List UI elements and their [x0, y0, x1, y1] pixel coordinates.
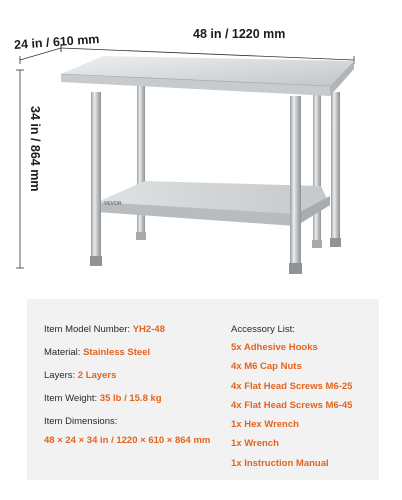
accessory-item: 4x Flat Head Screws M6-45: [231, 399, 353, 411]
accessory-item: 4x Flat Head Screws M6-25: [231, 380, 353, 392]
front-right-foot: [289, 263, 302, 274]
spec-material: Material: Stainless Steel: [44, 347, 151, 358]
accessory-item: 5x Adhesive Hooks: [231, 342, 318, 353]
spec-list: [44, 324, 224, 446]
accessory-item: 4x M6 Cap Nuts: [231, 361, 302, 373]
accessory-item: 1x Wrench: [231, 438, 279, 450]
width-dimension-label: 48 in / 1220 mm: [193, 27, 286, 41]
accessory-list: [231, 324, 371, 477]
spec-layers: Layers: 2 Layers: [44, 370, 117, 381]
front-left-leg: [91, 92, 101, 260]
spec-model: Item Model Number: YH2-48: [44, 324, 165, 335]
spec-panel: [27, 299, 379, 480]
height-dimension-label: 34 in / 864 mm: [28, 106, 42, 192]
spec-dimensions-value: 48 × 24 × 34 in / 1220 × 610 × 864 mm: [44, 435, 211, 446]
depth-dimension-label: 24 in / 610 mm: [13, 32, 100, 52]
back-right-leg: [313, 88, 321, 243]
accessory-list-title: Accessory List:: [231, 324, 295, 335]
spec-weight: Item Weight: 35 lb / 15.8 kg: [44, 393, 162, 404]
brand-label: VEVOR: [104, 201, 122, 207]
front-right-leg: [290, 96, 301, 266]
right-rear-leg: [331, 92, 340, 242]
accessory-item: 1x Hex Wrench: [231, 419, 299, 431]
spec-dimensions-label: Item Dimensions:: [44, 416, 118, 427]
front-left-foot: [90, 256, 102, 266]
accessory-item: 1x Instruction Manual: [231, 457, 329, 469]
